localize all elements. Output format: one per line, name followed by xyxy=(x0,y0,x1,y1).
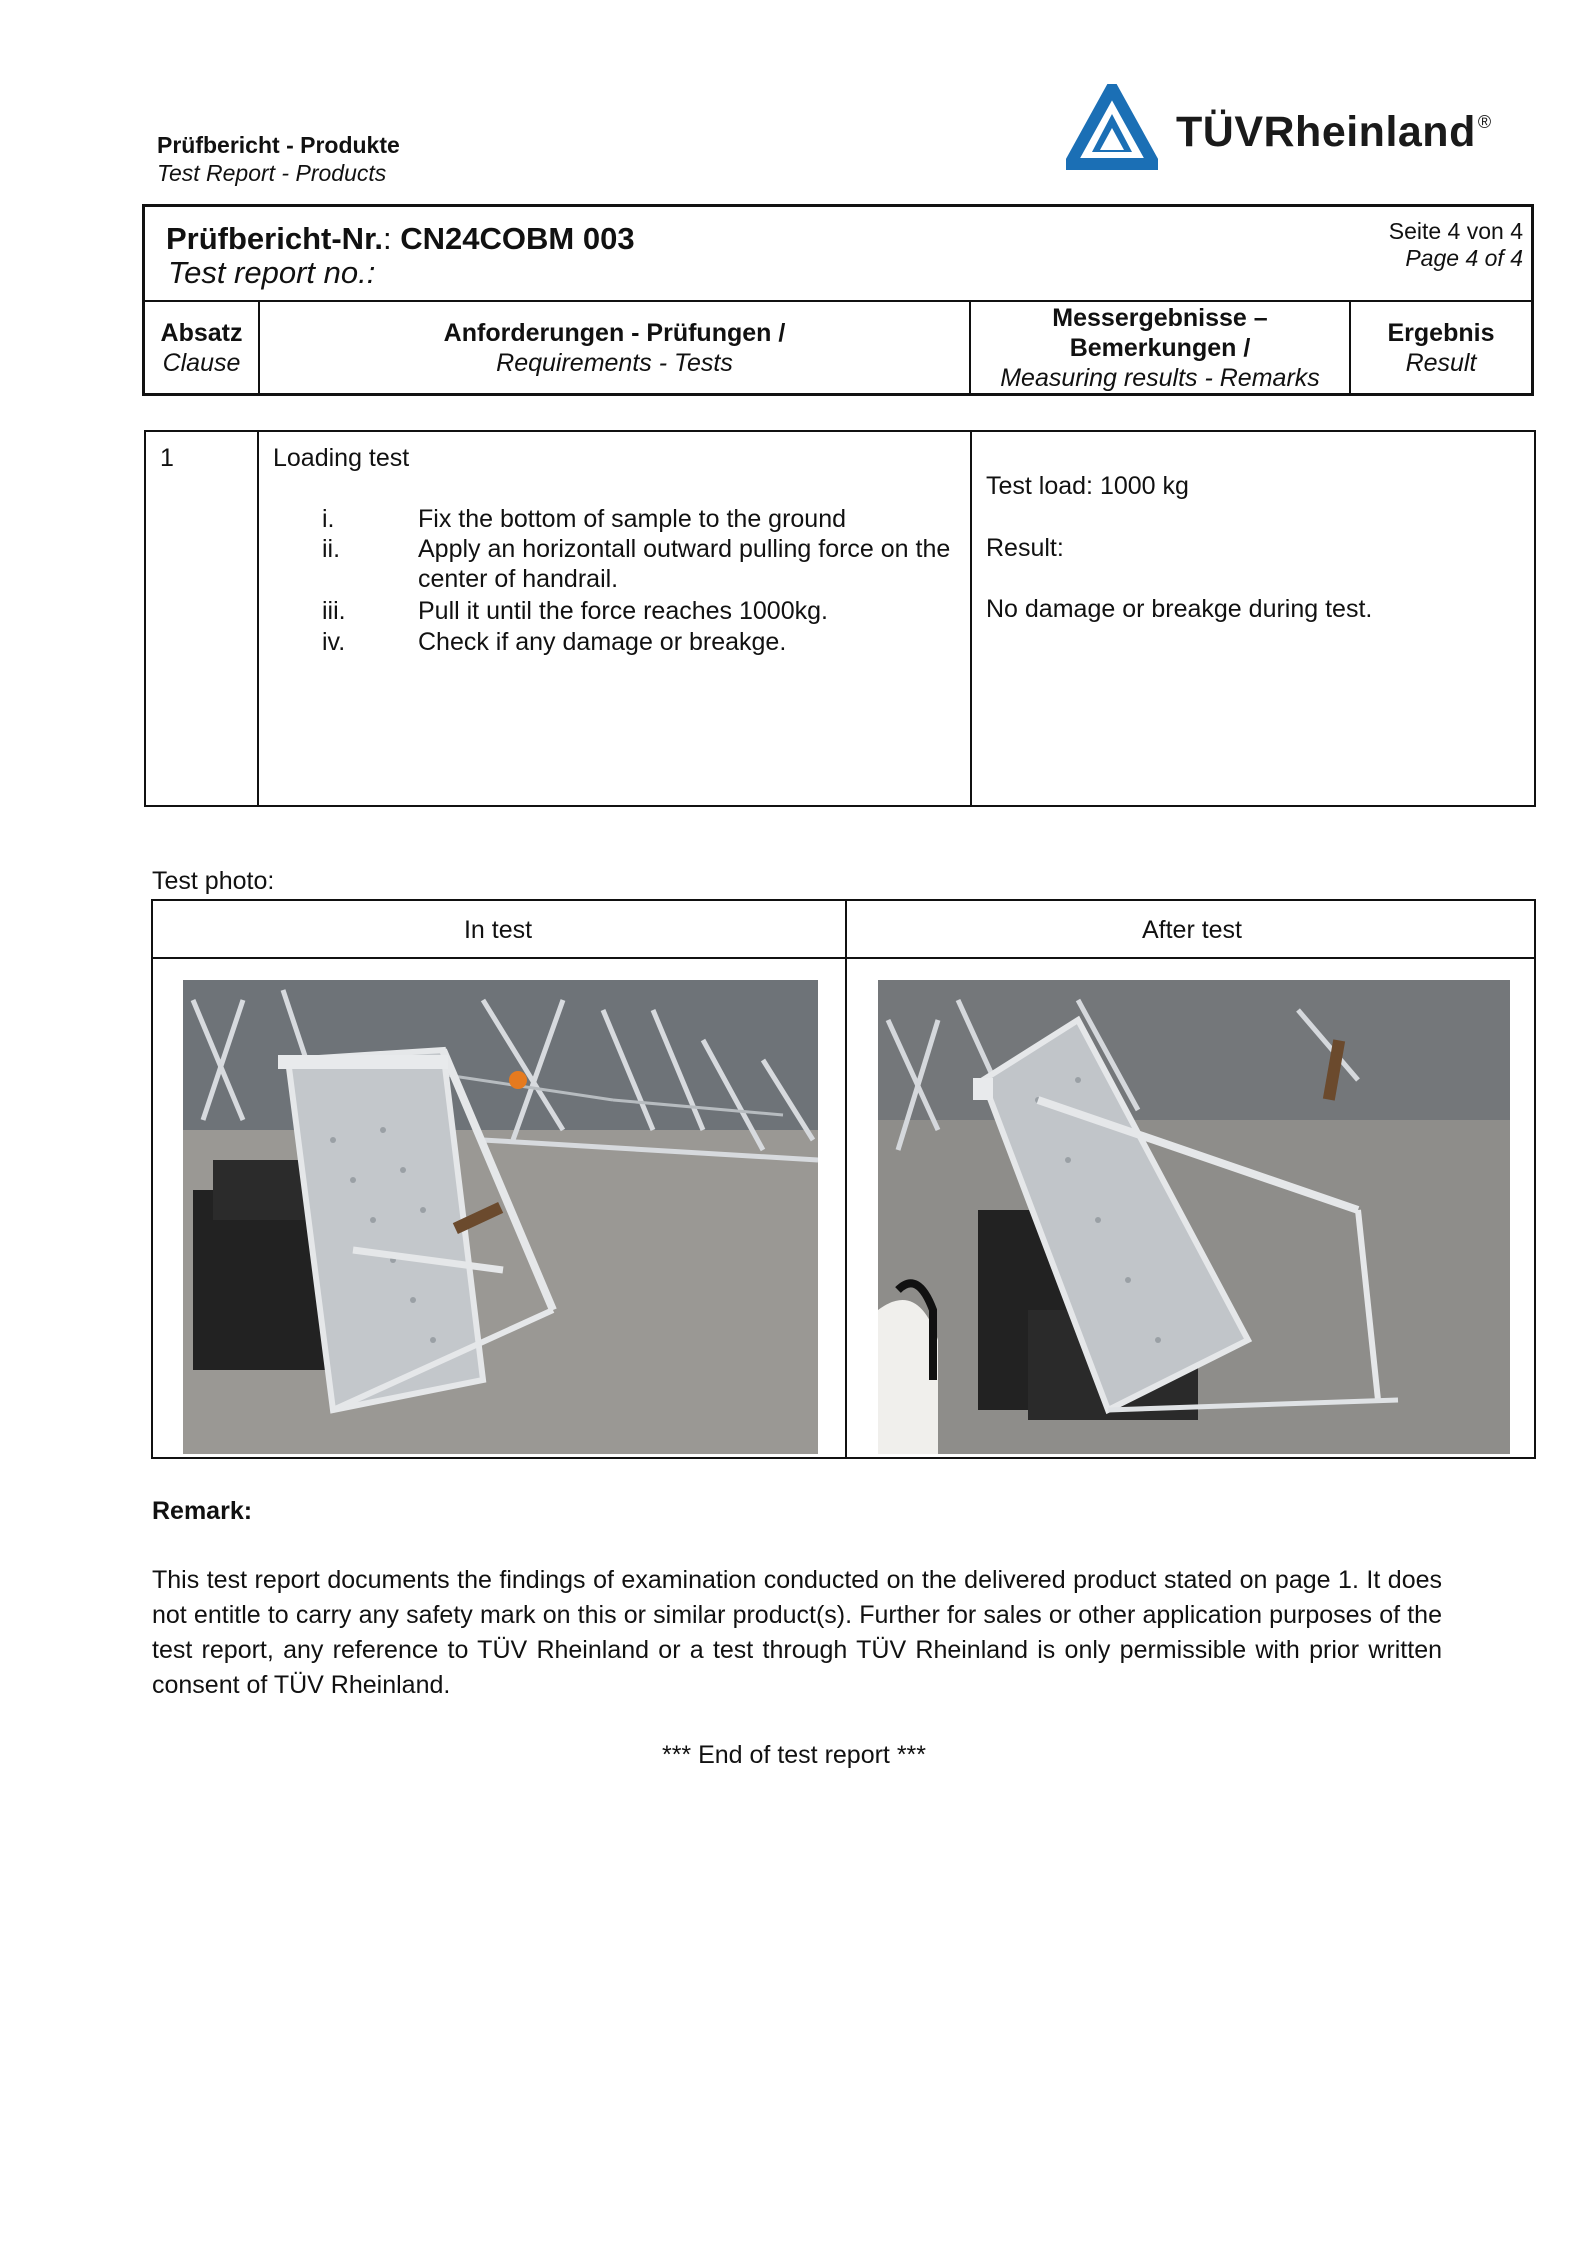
result-text: No damage or breakge during test. xyxy=(986,595,1373,623)
report-number-label-en: Test report no.: xyxy=(168,255,376,290)
col-header-clause xyxy=(145,300,260,395)
photo-table xyxy=(151,899,1536,1459)
header-title-en: Test Report - Products xyxy=(157,160,387,186)
end-of-report: *** End of test report *** xyxy=(661,1741,927,1769)
report-number-colon: : xyxy=(383,221,392,256)
results-cell xyxy=(972,432,1536,805)
page-indicator-de: Seite 4 von 4 xyxy=(1388,218,1523,244)
step-1 xyxy=(322,504,982,534)
logo-text: TÜVRheinland xyxy=(1176,108,1476,156)
clause-number: 1 xyxy=(160,444,174,472)
step-2 xyxy=(322,534,982,594)
photo-header-in-test: In test xyxy=(463,916,533,944)
logo-wordmark xyxy=(1176,108,1492,157)
col-result-de: Ergebnis xyxy=(1387,318,1495,347)
col-header-result xyxy=(1351,300,1531,395)
col-meas-de-1: Messergebnisse – xyxy=(1052,303,1268,332)
col-meas-en: Measuring results - Remarks xyxy=(1000,363,1320,392)
step-4-num: iv. xyxy=(322,628,346,656)
col-result-en: Result xyxy=(1405,348,1477,377)
col-header-measuring xyxy=(971,300,1351,395)
remark-text: This test report documents the findings of examination conducted on the delivered product stated on page 1. It does not entitle to carry any safety mark on this or similar product(s). Further for sales or other application purposes of the test report, any reference to TÜV Rheinland or a test through TÜV Rheinland is only permissible with prior written consent of TÜV Rheinland. xyxy=(152,1566,1442,1699)
test-load: Test load: 1000 kg xyxy=(986,472,1189,500)
col-header-requirements xyxy=(260,300,971,395)
col-clause-en: Clause xyxy=(162,348,241,377)
page-indicator-en: Page 4 of 4 xyxy=(1405,245,1523,271)
photo-header-row xyxy=(153,901,1534,959)
step-3-num: iii. xyxy=(322,597,346,625)
step-4-text: Check if any damage or breakge. xyxy=(418,628,787,656)
header-title-de: Prüfbericht - Produkte xyxy=(157,132,400,158)
report-number-value: CN24COBM 003 xyxy=(400,221,635,256)
photo-in-test xyxy=(183,980,818,1454)
col-req-de: Anforderungen - Prüfungen / xyxy=(443,318,786,347)
test-photo-label: Test photo: xyxy=(152,867,275,895)
photo-divider xyxy=(845,901,847,1457)
clause-cell xyxy=(146,432,259,805)
result-label: Result: xyxy=(986,534,1064,562)
report-header-box xyxy=(142,204,1534,396)
step-4 xyxy=(322,627,982,657)
remark-heading: Remark: xyxy=(152,1497,253,1525)
photo-after-test xyxy=(878,980,1510,1454)
report-number xyxy=(166,221,635,257)
step-1-text: Fix the bottom of sample to the ground xyxy=(418,505,847,533)
report-number-label: Prüfbericht-Nr. xyxy=(166,221,384,256)
col-clause-de: Absatz xyxy=(160,318,243,347)
report-number-row xyxy=(145,207,1531,302)
requirements-cell xyxy=(259,432,972,805)
logo-registered: ® xyxy=(1477,112,1492,132)
step-3-text: Pull it until the force reaches 1000kg. xyxy=(418,597,828,625)
step-1-num: i. xyxy=(322,505,335,533)
photo-header-after-test: After test xyxy=(1141,916,1243,944)
col-meas-de-2: Bemerkungen / xyxy=(1069,333,1251,362)
tuv-logo xyxy=(1066,82,1516,172)
test-title: Loading test xyxy=(273,444,410,472)
step-2-num: ii. xyxy=(322,535,341,563)
col-req-en: Requirements - Tests xyxy=(496,348,733,377)
tuv-triangle-icon xyxy=(1066,84,1158,170)
step-2-text: Apply an horizontall outward pulling force on the center of handrail. xyxy=(418,535,951,593)
step-3 xyxy=(322,596,982,626)
test-table xyxy=(144,430,1536,807)
